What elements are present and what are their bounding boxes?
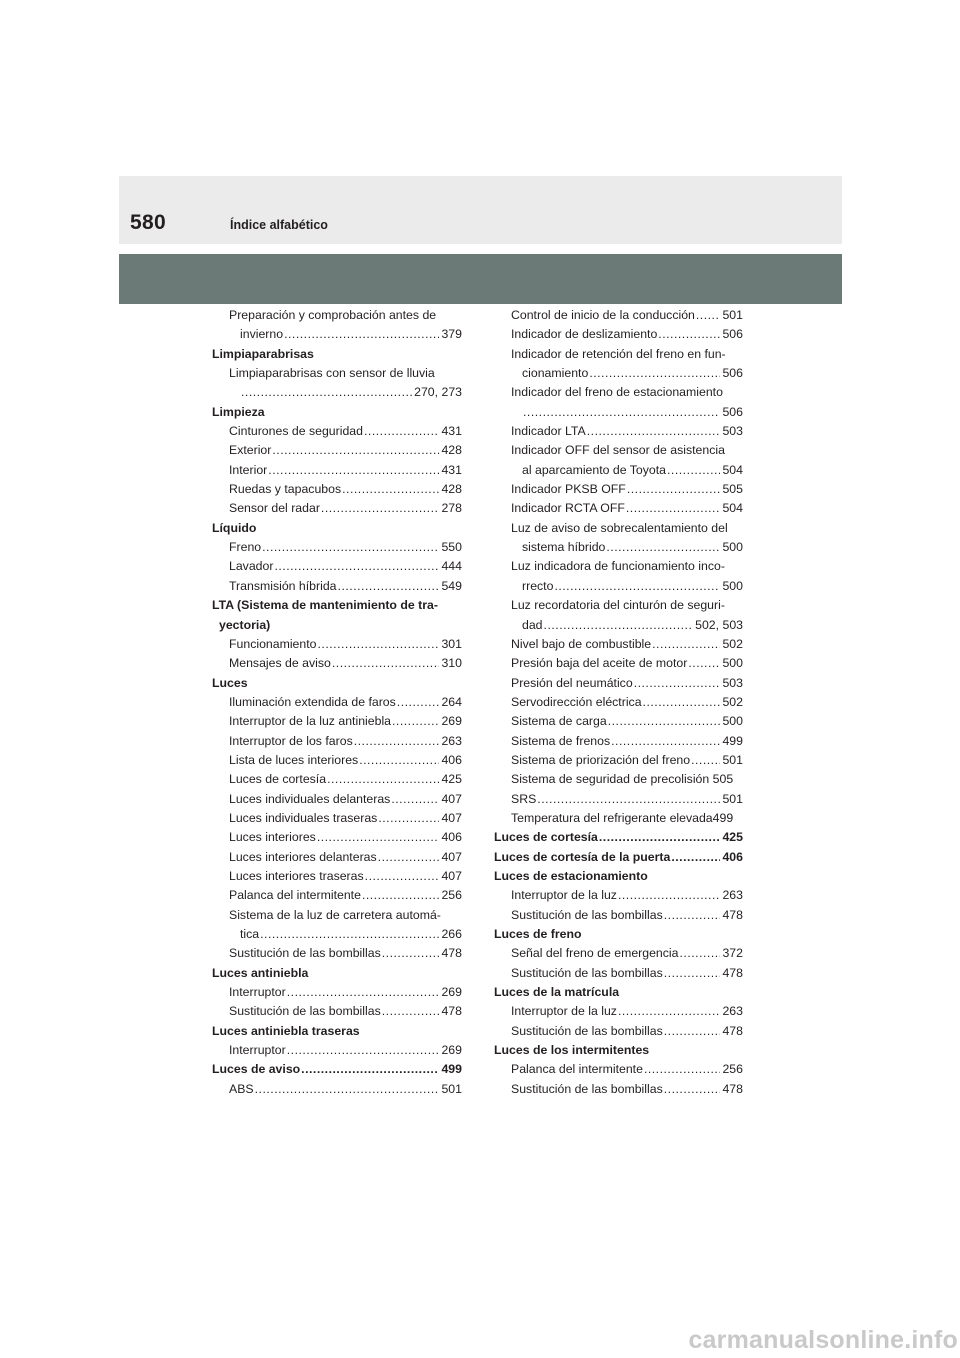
dot-leader [671,848,720,867]
index-heading: Luces de los intermitentes [494,1043,650,1058]
page-reference: 372 [722,946,743,961]
index-heading [494,848,743,867]
page-header [119,176,842,244]
page-reference: 256 [722,1062,743,1077]
page-reference: 428 [441,443,462,458]
entry-text: Sustitución de las bombillas [511,965,663,980]
index-entry [494,635,743,654]
dot-leader [587,422,721,441]
dot-leader [667,461,720,480]
dot-leader [378,848,440,867]
dot-leader [634,674,721,693]
page-reference: 406 [722,849,743,864]
entry-text: Sistema de priorización del freno [511,752,691,767]
index-entry [494,964,743,983]
index-entry [494,1022,743,1041]
index-entry [212,577,462,596]
dot-leader [537,790,720,809]
page-reference: 269 [441,714,462,729]
index-entry: Indicador del freno de estacionamiento [511,385,723,400]
dot-leader [241,383,412,402]
dot-leader [643,693,721,712]
index-entry [212,557,462,576]
dot-leader [287,983,440,1002]
entry-text: Luces interiores traseras [229,868,364,883]
index-entry [494,790,743,809]
index-entry [212,867,462,886]
index-heading: Luces antiniebla [212,965,309,980]
entry-text: ABS [229,1081,254,1096]
entry-text: Control de inicio de la conducción [511,308,695,322]
entry-text: Interruptor de los faros [229,733,353,748]
watermark: carmanualsonline.info [688,1326,958,1354]
page-reference: 549 [441,578,462,593]
page-reference: 501 [441,1081,462,1096]
index-entry [494,732,743,751]
index-entry [212,1002,462,1021]
page-reference: 506 [722,366,743,381]
page-reference: 506 [722,327,743,342]
entry-text: dad [522,617,543,632]
entry-text: invierno [240,327,284,342]
dot-leader [338,577,440,596]
entry-text: Exterior [229,443,272,458]
dot-leader [391,790,439,809]
index-entry [494,480,743,499]
page-reference: 478 [441,946,462,961]
page-reference: 501 [722,791,743,806]
index-heading: Luces antiniebla traseras [212,1023,360,1038]
index-entry [212,325,462,344]
entry-text: Indicador LTA [511,424,586,439]
index-heading: Limpiaparabrisas [212,346,314,361]
index-entry [494,499,743,518]
entry-text: Cinturones de seguridad [229,424,363,439]
page-reference: 478 [441,1004,462,1019]
page-reference: 406 [441,830,462,845]
index-entry: Luz de aviso de sobrecalentamiento del [511,520,728,535]
entry-text: Luces interiores [229,830,316,845]
entry-text: Sustitución de las bombillas [511,1081,663,1096]
dot-leader [606,538,720,557]
index-entry [494,654,743,673]
page-reference: 263 [722,888,743,903]
entry-text: Funcionamiento [229,636,317,651]
page-reference: 264 [441,694,462,709]
dot-leader [365,867,440,886]
index-heading: Luces de freno [494,927,582,941]
index-entry: Sistema de seguridad de precolisión 505 [511,772,734,787]
entry-text: Freno [229,540,262,555]
page-reference: 503 [722,675,743,690]
entry-text: Señal del freno de emergencia [511,946,679,961]
index-heading: LTA (Sistema de mantenimiento de tra- [212,598,438,613]
index-entry: Indicador OFF del sensor de asistencia [511,443,725,458]
entry-text: rrecto [522,578,554,593]
dot-leader [318,635,440,654]
entry-text: al aparcamiento de Toyota [522,462,667,477]
dot-leader [327,770,439,789]
page-reference: 425 [722,830,743,845]
dot-leader [618,1002,721,1021]
page-reference: 500 [722,540,743,555]
dot-leader [359,751,439,770]
header-band [119,254,842,304]
dot-leader [317,828,440,847]
index-entry [212,790,462,809]
entry-text: Indicador PKSB OFF [511,482,626,497]
dot-leader [364,422,439,441]
index-entry [494,712,743,731]
page-reference: 550 [441,540,462,555]
entry-text: Luces de cortesía [494,830,598,845]
page-reference: 499 [722,733,743,748]
index-entry [494,751,743,770]
page-reference: 478 [722,965,743,980]
page-reference: 269 [441,985,462,1000]
dot-leader [255,1080,440,1099]
index-heading: yectoria) [219,617,271,632]
index-entry [212,712,462,731]
index-entry [212,1041,462,1060]
index-entry [494,1080,743,1099]
page-reference: 478 [722,907,743,922]
index-heading [212,1060,462,1079]
page-reference: 431 [441,462,462,477]
entry-text: Interruptor de la luz [511,1004,617,1019]
index-heading: Líquido [212,520,257,535]
index-entry [494,693,743,712]
entry-text: Mensajes de aviso [229,656,331,671]
page-reference: 478 [722,1023,743,1038]
entry-text: Sistema de frenos [511,733,611,748]
index-entry [494,306,743,325]
index-entry: Indicador de retención del freno en fun- [511,346,726,361]
entry-text: Interior [229,462,268,477]
section-title: Índice alfabético [230,218,328,232]
page-reference: 502 [722,694,743,709]
entry-text: Transmisión híbrida [229,578,337,593]
entry-text: Lavador [229,559,274,574]
page-reference: 270, 273 [414,385,462,400]
dot-leader [397,693,440,712]
index-entry [494,461,743,480]
page-reference: 478 [722,1081,743,1096]
dot-leader [332,654,440,673]
page-reference: 500 [722,714,743,729]
page-reference: 407 [441,868,462,883]
index-heading: Limpieza [212,404,265,419]
page-reference: 425 [441,772,462,787]
page-reference: 502 [722,636,743,651]
index-entry [494,616,743,635]
entry-text: Luces de cortesía [229,772,327,787]
entry-text: Sustitución de las bombillas [511,1023,663,1038]
page-reference: 263 [722,1004,743,1019]
page-reference: 444 [441,559,462,574]
entry-text: Indicador RCTA OFF [511,501,625,516]
index-entry [494,422,743,441]
index-column-right [494,306,743,1099]
index-entry [494,325,743,344]
dot-leader [321,499,440,518]
dot-leader [382,1002,440,1021]
entry-text: Luces de aviso [212,1062,301,1077]
dot-leader [589,364,720,383]
page-reference: 428 [441,482,462,497]
entry-text: Sustitución de las bombillas [511,907,663,922]
entry-text: Sensor del radar [229,501,320,516]
entry-text: Interruptor de la luz [511,888,617,903]
dot-leader [618,886,721,905]
index-entry: Temperatura del refrigerante elevada499 [511,810,734,825]
page-reference: 501 [722,752,743,767]
index-entry [494,944,743,963]
entry-text: Luces individuales delanteras [229,791,391,806]
entry-text: Sustitución de las bombillas [229,946,381,961]
page-reference: 502, 503 [695,617,743,632]
entry-text: Presión baja del aceite de motor [511,656,688,671]
index-entry [494,364,743,383]
page-reference: 263 [441,733,462,748]
entry-text: Palanca del intermitente [229,888,361,903]
index-entry [212,480,462,499]
dot-leader [342,480,439,499]
index-entry [212,538,462,557]
page-reference: 407 [441,791,462,806]
index-entry: Limpiaparabrisas con sensor de lluvia [229,366,435,381]
index-entry [212,1080,462,1099]
index-column-left [212,306,462,1099]
dot-leader [544,616,694,635]
index-entry [212,848,462,867]
index-heading: Luces [212,675,248,690]
entry-text: Nivel bajo de combustible [511,636,652,651]
dot-leader [652,635,720,654]
index-entry [494,403,743,422]
page-reference: 501 [722,308,743,322]
index-entry [212,751,462,770]
index-entry [212,499,462,518]
entry-text: Luces interiores delanteras [229,849,377,864]
page-reference: 269 [441,1043,462,1058]
page-reference: 406 [441,752,462,767]
page-reference: 431 [441,424,462,439]
page-reference: 407 [441,810,462,825]
dot-leader [664,1022,721,1041]
dot-leader [284,325,439,344]
index-entry: Sistema de la luz de carretera automá- [229,907,441,922]
entry-text: Interruptor de la luz antiniebla [229,714,392,729]
index-entry [212,461,462,480]
entry-text: Luces individuales traseras [229,810,378,825]
index-entry [212,732,462,751]
index-entry [212,654,462,673]
index-entry [494,886,743,905]
page-reference: 504 [722,462,743,477]
index-entry [494,674,743,693]
index-entry: Luz indicadora de funcionamiento inco- [511,559,725,574]
entry-text: Iluminación extendida de faros [229,694,396,709]
page-reference: 278 [441,501,462,516]
entry-text: Interruptor [229,1043,286,1058]
index-entry [212,925,462,944]
index-entry [494,538,743,557]
dot-leader [392,712,439,731]
entry-text: Luces de cortesía de la puerta [494,849,671,864]
page-reference: 310 [441,656,462,671]
index-entry [212,983,462,1002]
dot-leader [611,732,720,751]
entry-text: Interruptor [229,985,286,1000]
entry-text: Indicador de deslizamiento [511,327,658,342]
index-entry [212,635,462,654]
index-entry [212,441,462,460]
dot-leader [274,557,439,576]
index-entry: Preparación y comprobación antes de [229,308,437,322]
entry-text: Palanca del intermitente [511,1062,643,1077]
index-entry [494,1060,743,1079]
index-entry [212,828,462,847]
entry-text: tica [240,927,260,941]
index-heading: Luces de la matrícula [494,985,620,1000]
dot-leader [664,964,721,983]
dot-leader [260,925,439,944]
dot-leader [608,712,721,731]
index-entry [212,770,462,789]
entry-text: Sistema de carga [511,714,607,729]
dot-leader [691,751,720,770]
index-entry [212,383,462,402]
entry-text: Lista de luces interiores [229,752,359,767]
entry-text: cionamiento [522,366,589,381]
entry-text: sistema híbrido [522,540,606,555]
dot-leader [382,944,440,963]
index-heading [494,828,743,847]
page-reference: 506 [722,404,743,419]
index-entry [494,906,743,925]
page-reference: 505 [722,482,743,497]
dot-leader [626,499,721,518]
index-entry [494,1002,743,1021]
dot-leader [272,441,439,460]
dot-leader [664,1080,721,1099]
page-reference: 379 [441,327,462,342]
index-entry [212,886,462,905]
page-reference: 504 [722,501,743,516]
page-reference: 407 [441,849,462,864]
page-reference: 500 [722,656,743,671]
entry-text: SRS [511,791,537,806]
dot-leader [664,906,721,925]
page-reference: 256 [441,888,462,903]
index-entry [494,577,743,596]
dot-leader [680,944,721,963]
dot-leader [658,325,720,344]
page-number: 580 [130,211,166,234]
dot-leader [301,1060,439,1079]
dot-leader [287,1041,440,1060]
index-entry [212,693,462,712]
dot-leader [354,732,440,751]
dot-leader [554,577,720,596]
dot-leader [362,886,440,905]
entry-text: Presión del neumático [511,675,633,690]
index-heading: Luces de estacionamiento [494,868,648,883]
dot-leader [627,480,721,499]
dot-leader [644,1060,721,1079]
entry-text: Sustitución de las bombillas [229,1004,381,1019]
index-entry [212,422,462,441]
dot-leader [262,538,439,557]
dot-leader [599,828,721,847]
index-entry: Luz recordatoria del cinturón de seguri- [511,598,725,613]
dot-leader [268,461,439,480]
dot-leader [523,403,720,422]
dot-leader [688,654,720,673]
page-reference: 499 [441,1062,462,1077]
entry-text: Servodirección eléctrica [511,694,642,709]
index-entry [212,944,462,963]
entry-text: Ruedas y tapacubos [229,482,342,497]
page-reference: 503 [722,424,743,439]
page-reference: 301 [441,636,462,651]
dot-leader [696,306,721,325]
page-reference: 500 [722,578,743,593]
index-entry [212,809,462,828]
dot-leader [378,809,439,828]
page-reference: 266 [441,927,462,941]
